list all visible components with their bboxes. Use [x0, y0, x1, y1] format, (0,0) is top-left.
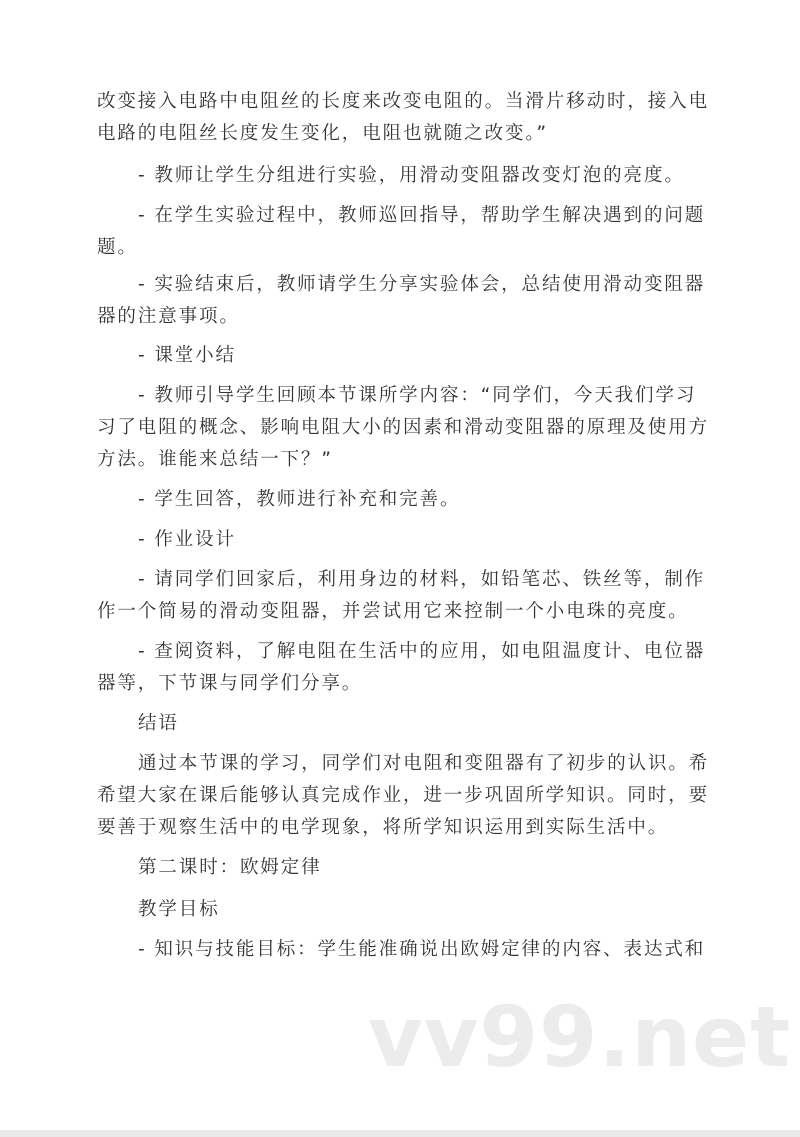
text-line: - 知识与技能目标：学生能准确说出欧姆定律的内容、表达式和 [138, 939, 706, 960]
text-line: 器的注意事项。 [97, 306, 240, 327]
text-line: - 教师引导学生回顾本节课所学内容：“同学们，今天我们学习 [138, 385, 697, 406]
page-bottom-edge [0, 1130, 800, 1137]
section-heading: 结语 [138, 713, 179, 734]
section-heading: 第二课时：欧姆定律 [138, 857, 322, 878]
text-line: 通过本节课的学习，同学们对电阻和变阻器有了初步的认识。希 [138, 753, 710, 774]
text-line: - 教师让学生分组进行实验，用滑动变阻器改变灯泡的亮度。 [138, 165, 685, 186]
watermark: vv99.net [368, 988, 792, 1086]
text-line: 方法。谁能来总结一下？” [97, 449, 333, 470]
text-line: 习了电阻的概念、影响电阻大小的因素和滑动变阻器的原理及使用方 [97, 417, 710, 438]
section-heading: - 作业设计 [138, 529, 236, 550]
text-line: - 学生回答，教师进行补充和完善。 [138, 489, 461, 510]
text-line: 题。 [97, 237, 138, 258]
text-line: - 请同学们回家后，利用身边的材料，如铅笔芯、铁丝等，制作 [138, 569, 706, 590]
text-line: - 查阅资料，了解电阻在生活中的应用，如电阻温度计、电位器 [138, 641, 706, 662]
text-line: - 在学生实验过程中，教师巡回指导，帮助学生解决遇到的问题 [138, 205, 706, 226]
text-line: 作一个简易的滑动变阻器，并尝试用它来控制一个小电珠的亮度。 [97, 601, 689, 622]
text-line: - 实验结束后，教师请学生分享实验体会，总结使用滑动变阻器 [138, 274, 706, 295]
text-line: 器等，下节课与同学们分享。 [97, 673, 363, 694]
section-heading: 教学目标 [138, 899, 220, 920]
section-heading: - 课堂小结 [138, 345, 236, 366]
text-line: 改变接入电路中电阻丝的长度来改变电阻的。当滑片移动时，接入电 [97, 91, 710, 112]
text-line: 电路的电阻丝长度发生变化，电阻也就随之改变。” [97, 123, 549, 144]
text-line: 要善于观察生活中的电学现象，将所学知识运用到实际生活中。 [97, 817, 669, 838]
text-line: 希望大家在课后能够认真完成作业，进一步巩固所学知识。同时，要 [97, 785, 710, 806]
